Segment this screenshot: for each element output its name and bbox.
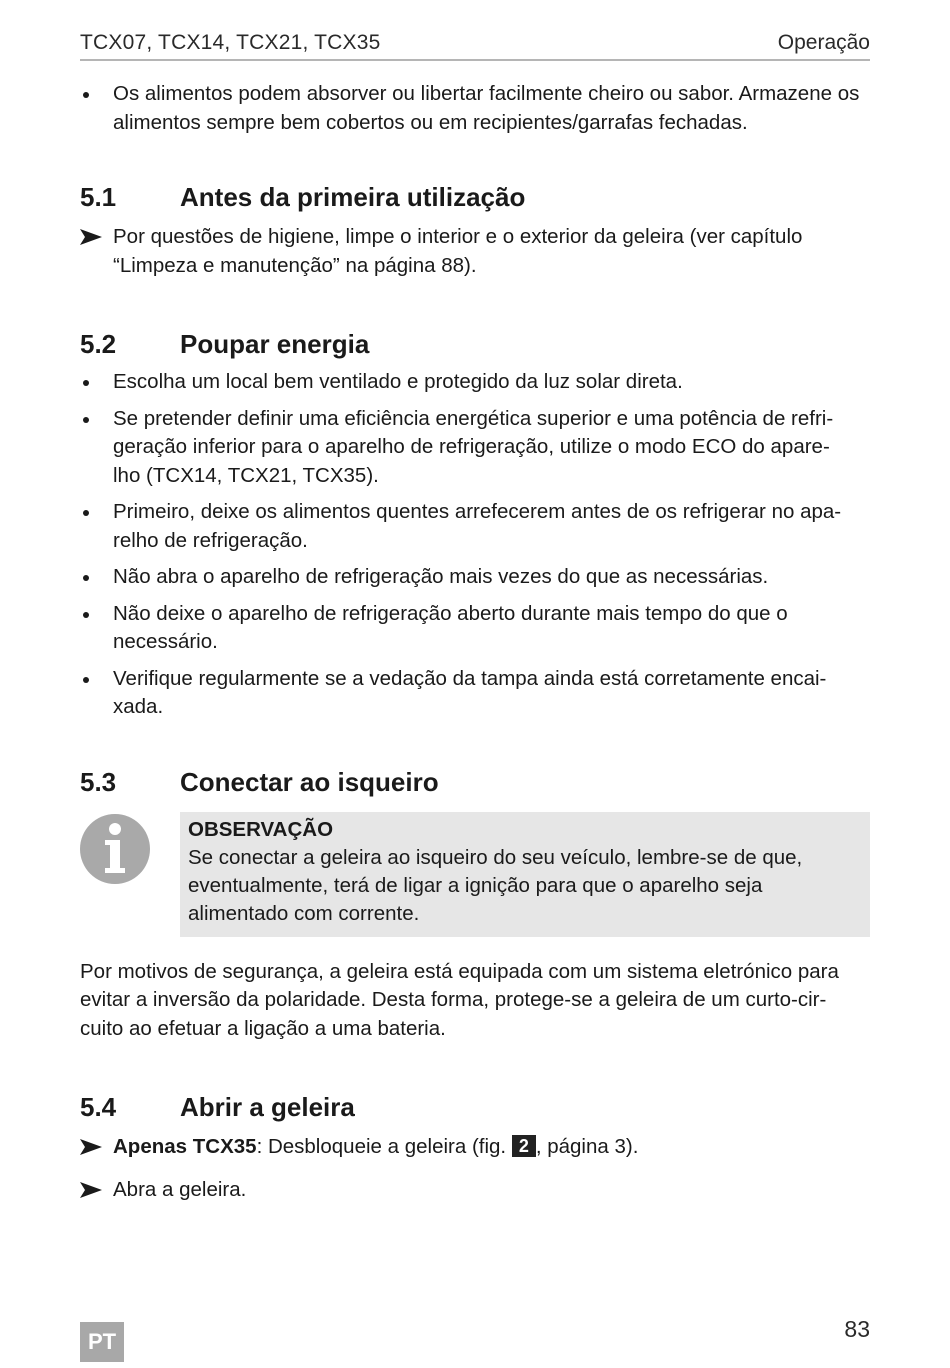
bullet-icon <box>83 92 89 98</box>
header-section: Operação <box>777 31 870 54</box>
s51-step-1: Por questões de higiene, limpe o interior e o exterior da geleira (ver capítulo “Limpeza e manutenção” na página 88). <box>80 223 870 280</box>
s52-bullet-6: Verifique regularmente se a vedação da tampa ainda está corretamente encai- xada. <box>80 665 870 722</box>
s52-bullet-1: Escolha um local bem ventilado e protegido da luz solar direta. <box>80 368 870 397</box>
s52-bullet-2: Se pretender definir uma eficiência energética superior e uma potência de refri- geração inferior para o aparelho de refrigeração, utilize o modo ECO do apare- lho (TCX14, TCX21, TCX35). <box>80 405 870 491</box>
page-number: 83 <box>844 1316 870 1342</box>
s54-step-1: Apenas TCX35: Desbloqueie a geleira (fig. 2 , página 3). <box>80 1133 870 1162</box>
bullet-icon <box>83 510 89 516</box>
section-5-1-heading: 5.1 Antes da primeira utilização <box>80 182 526 212</box>
info-icon <box>80 814 150 884</box>
s53-paragraph: Por motivos de segurança, a geleira está equipada com um sistema eletrónico para evitar a inversão da polaridade. Desta forma, protege-se a geleira de um curto-cir- cuito ao efetuar a ligação a uma bateria. <box>80 959 839 1040</box>
note-box: OBSERVAÇÃO Se conectar a geleira ao isqueiro do seu veículo, lembre-se de que, eventualmente, terá de ligar a ignição para que o aparelho seja alimentado com corrente. <box>180 812 870 937</box>
bullet-icon <box>83 677 89 683</box>
bullet-icon <box>83 417 89 423</box>
arrow-right-icon <box>80 1182 102 1198</box>
page-header <box>80 28 870 61</box>
arrow-right-icon <box>80 1139 102 1155</box>
header-models: TCX07, TCX14, TCX21, TCX35 <box>80 31 381 54</box>
bullet-icon <box>83 380 89 386</box>
arrow-right-icon <box>80 229 102 245</box>
s52-bullet-4: Não abra o aparelho de refrigeração mais vezes do que as necessárias. <box>80 563 870 592</box>
bullet-icon <box>83 575 89 581</box>
bullet-icon <box>83 612 89 618</box>
section-5-3-heading: 5.3 Conectar ao isqueiro <box>80 766 439 797</box>
section-5-4-heading: 5.4 Abrir a geleira <box>80 1092 355 1122</box>
note-heading: OBSERVAÇÃO <box>188 817 334 841</box>
language-tab: PT <box>80 1322 124 1362</box>
observation-note <box>80 812 870 942</box>
s52-bullet-5: Não deixe o aparelho de refrigeração aberto durante mais tempo do que o necessário. <box>80 600 870 657</box>
intro-bullet: Os alimentos podem absorver ou libertar facilmente cheiro ou sabor. Armazene os alimentos sempre bem cobertos ou em recipientes/garrafas fechadas. <box>80 80 870 137</box>
page-content <box>80 80 870 1212</box>
figure-number-badge: 2 <box>512 1135 536 1157</box>
s54-step-2: Abra a geleira. <box>80 1176 870 1205</box>
section-5-2-heading: 5.2 Poupar energia <box>80 329 370 359</box>
s52-bullet-3: Primeiro, deixe os alimentos quentes arrefecerem antes de os refrigerar no apa- relho de refrigeração. <box>80 498 870 555</box>
